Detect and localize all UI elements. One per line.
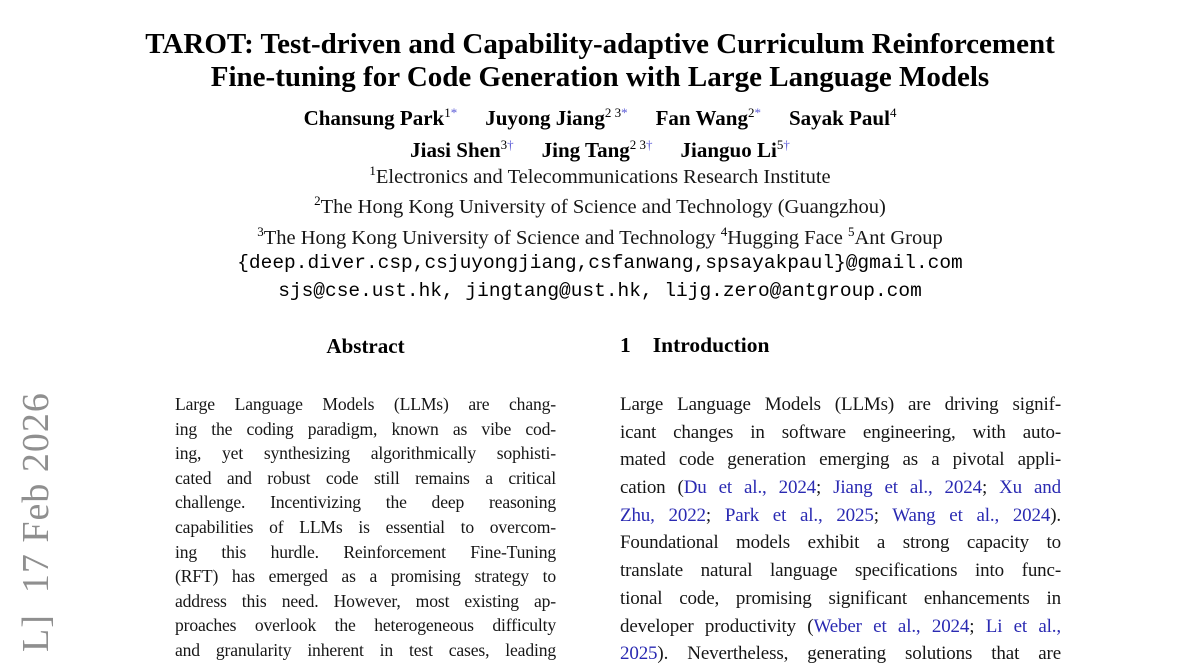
introduction-line	[620, 557, 1061, 585]
abstract-line: and granularity inherent in test cases, leading	[175, 639, 556, 660]
author-superscript: 2*	[747, 105, 761, 120]
author-superscript: 4	[889, 105, 897, 120]
author-list	[0, 104, 1200, 167]
citation-link[interactable]: Jiang et al., 2024	[833, 477, 982, 499]
author-superscript: 5†	[776, 136, 790, 152]
paper-title-line1: TAROT: Test-driven and Capability-adaptive Curriculum Reinforcement	[145, 28, 1055, 60]
citation-link[interactable]: Zhu, 2022	[620, 504, 706, 526]
author-name: Jianguo $Li^{5\dagger}$	[680, 136, 790, 162]
citation-link[interactable]: Park et al., 2025	[724, 504, 874, 526]
introduction-line	[620, 446, 1061, 474]
citation-link[interactable]: Xu and	[999, 477, 1061, 499]
abstract-line: cated and robust code still remains a critical	[175, 467, 556, 488]
abstract-text	[175, 392, 556, 663]
body-text: mated code generation emerging as a pivotal appli-	[620, 449, 1061, 471]
citation-link[interactable]: 2025	[620, 643, 658, 665]
introduction-heading	[620, 333, 1061, 358]
arxiv-watermark: L] 17 Feb 2026	[15, 392, 57, 652]
affiliation: $^2$The Hong Kong University of Science and Technology (Guangzhou)	[314, 193, 886, 219]
introduction-line	[620, 585, 1061, 613]
section-title: Introduction	[652, 333, 770, 357]
abstract-line: (RFT) has emerged as a promising strategy to	[175, 566, 556, 587]
author-superscript: 1*	[444, 105, 458, 120]
abstract-column	[175, 334, 556, 359]
email-line-gmail: {deep.diver.csp,csjuyongjiang,csfanwang,spsayakpaul}@gmail.com	[237, 252, 963, 274]
body-text: ;	[873, 504, 893, 526]
body-text: icant changes in software engineering, with auto-	[620, 421, 1061, 443]
email-line-institutional: sjs@cse.ust.hk, jingtang@ust.hk, lijg.zero@antgroup.com	[278, 280, 922, 302]
affiliation-line	[0, 163, 1200, 193]
citation-link[interactable]: Wang et al., 2024	[892, 504, 1051, 526]
email-block	[0, 249, 1200, 305]
author-name: Sayak Paul$^4$	[788, 105, 897, 130]
introduction-column	[620, 333, 1061, 358]
author-superscript: 3†	[500, 136, 514, 152]
author-name: Jing Tang$^{2 3\dagger}$	[541, 136, 653, 162]
introduction-line	[620, 613, 1061, 641]
section-number: 1	[620, 333, 631, 357]
author-superscript: 2 3*	[604, 105, 628, 120]
abstract-heading: Abstract	[326, 334, 405, 358]
author-name: Jiasi Shen$^{3\dagger}$	[410, 136, 514, 162]
affiliation-line	[0, 193, 1200, 223]
body-text: developer productivity (	[620, 615, 814, 637]
citation-link[interactable]: Weber et al., 2024	[813, 615, 970, 637]
citation-link[interactable]: Du et al., 2024	[683, 477, 817, 499]
body-text: ;	[969, 615, 986, 637]
introduction-line	[620, 391, 1061, 419]
body-text: ). Nevertheless, generating solutions that are	[657, 643, 1061, 665]
abstract-line: ing this hurdle. Reinforcement Fine-Tuning	[175, 541, 556, 562]
introduction-text	[620, 391, 1061, 668]
abstract-line: ing, yet synthesizing algorithmically sophisti-	[175, 443, 556, 464]
abstract-line: challenge. Incentivizing the deep reasoning	[175, 492, 556, 513]
abstract-line: capabilities of LLMs is essential to overcom-	[175, 516, 556, 537]
introduction-line	[620, 529, 1061, 557]
abstract-line: proaches overlook the heterogeneous difficulty	[175, 615, 556, 636]
affiliation: $^3$The Hong Kong University of Science and Technology	[257, 223, 716, 249]
author-name: Juyong Jiang$^{2 3*}$	[485, 105, 628, 130]
abstract-line: address this need. However, most existing ap-	[175, 590, 556, 611]
citation-link[interactable]: Li et al.,	[985, 615, 1062, 637]
body-text: ).	[1050, 504, 1061, 526]
abstract-line: ing the coding paradigm, known as vibe cod-	[175, 418, 556, 439]
author-name: Chansung Park$^{1*}$	[303, 105, 458, 130]
affiliation: $^5$Ant Group	[848, 223, 943, 249]
body-text: Foundational models exhibit a strong capacity to	[620, 532, 1061, 554]
paper-title	[0, 28, 1200, 94]
affiliation-list	[0, 163, 1200, 254]
affiliation: $^1$Electronics and Telecommunications Research Institute	[369, 163, 831, 188]
body-text: cation (	[620, 477, 684, 499]
abstract-line: Large Language Models (LLMs) are chang-	[175, 394, 556, 414]
body-text: ;	[816, 477, 834, 499]
author-superscript: 2 3†	[629, 136, 653, 152]
body-text: ;	[705, 504, 725, 526]
author-name: Fan Wang$^{2*}$	[655, 105, 761, 130]
introduction-line	[620, 419, 1061, 447]
body-text: Large Language Models (LLMs) are driving signif-	[620, 394, 1061, 415]
introduction-line	[620, 640, 1061, 668]
introduction-line	[620, 474, 1061, 502]
introduction-line	[620, 502, 1061, 530]
paper-title-line2: Fine-tuning for Code Generation with Large Language Models	[210, 61, 990, 93]
affiliation: $^4$Hugging Face	[720, 223, 843, 249]
author-row	[0, 104, 1200, 136]
body-text: tional code, promising significant enhancements in	[620, 587, 1061, 609]
body-text: translate natural language specifications into func-	[620, 560, 1061, 582]
body-text: ;	[981, 477, 1000, 499]
